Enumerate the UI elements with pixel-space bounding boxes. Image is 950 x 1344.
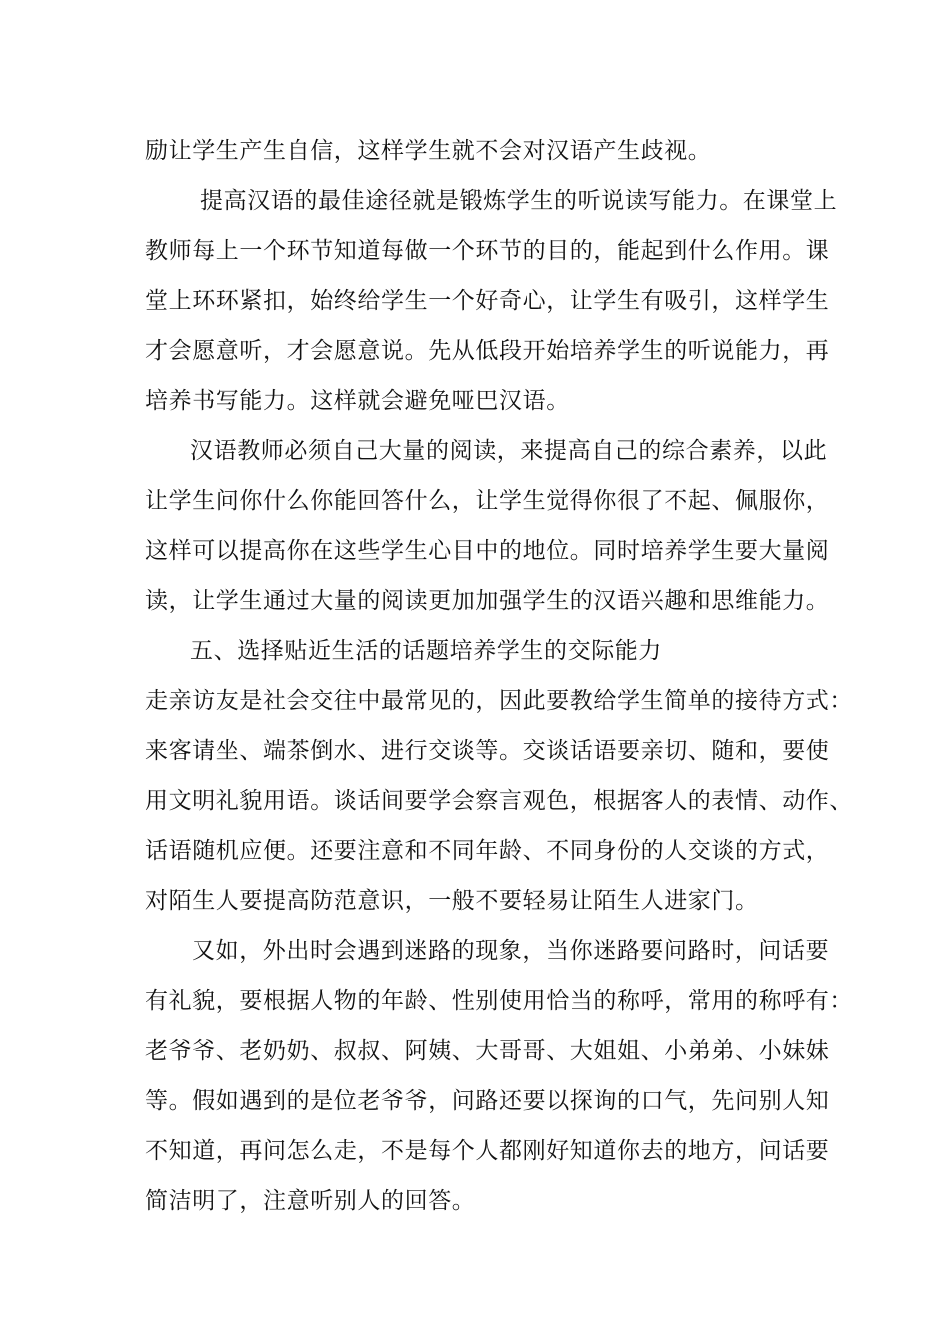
text-line-16: 对陌生人要提高防范意识，一般不要轻易让陌生人进家门。 xyxy=(145,888,759,914)
text-line-12: 走亲访友是社会交往中最常见的，因此要教给学生简单的接待方式： xyxy=(145,688,853,714)
text-line-6: 培养书写能力。这样就会避免哑巴汉语。 xyxy=(145,388,570,414)
text-line-14: 用文明礼貌用语。谈话间要学会察言观色，根据客人的表情、动作、 xyxy=(145,788,853,814)
text-line-3: 教师每上一个环节知道每做一个环节的目的，能起到什么作用。课 xyxy=(145,238,830,264)
text-line-21: 不知道，再问怎么走，不是每个人都刚好知道你去的地方，问话要 xyxy=(145,1138,830,1164)
text-line-9: 这样可以提高你在这些学生心目中的地位。同时培养学生要大量阅 xyxy=(145,538,830,564)
text-line-2: 提高汉语的最佳途径就是锻炼学生的听说读写能力。在课堂上 xyxy=(200,188,838,214)
text-line-8: 让学生问你什么你能回答什么，让学生觉得你很了不起、佩服你， xyxy=(145,488,830,514)
text-line-1: 励让学生产生自信，这样学生就不会对汉语产生歧视。 xyxy=(145,138,712,164)
text-line-5: 才会愿意听，才会愿意说。先从低段开始培养学生的听说能力，再 xyxy=(145,338,830,364)
text-line-13: 来客请坐、端茶倒水、进行交谈等。交谈话语要亲切、随和，要使 xyxy=(145,738,830,764)
text-line-4: 堂上环环紧扣，始终给学生一个好奇心，让学生有吸引，这样学生 xyxy=(145,288,830,314)
text-line-22: 简洁明了，注意听别人的回答。 xyxy=(145,1188,476,1214)
text-line-19: 老爷爷、老奶奶、叔叔、阿姨、大哥哥、大姐姐、小弟弟、小妹妹 xyxy=(145,1038,830,1064)
text-line-10: 读，让学生通过大量的阅读更加加强学生的汉语兴趣和思维能力。 xyxy=(145,588,830,614)
text-line-18: 有礼貌，要根据人物的年龄、性别使用恰当的称呼，常用的称呼有： xyxy=(145,988,853,1014)
text-line-20: 等。假如遇到的是位老爷爷，问路还要以探询的口气，先问别人知 xyxy=(145,1088,830,1114)
section-heading: 五、选择贴近生活的话题培养学生的交际能力 xyxy=(190,638,662,664)
text-line-15: 话语随机应便。还要注意和不同年龄、不同身份的人交谈的方式， xyxy=(145,838,830,864)
text-line-7: 汉语教师必须自己大量的阅读，来提高自己的综合素养，以此 xyxy=(190,438,828,464)
text-line-17: 又如，外出时会遇到迷路的现象，当你迷路要问路时，问话要 xyxy=(192,938,830,964)
